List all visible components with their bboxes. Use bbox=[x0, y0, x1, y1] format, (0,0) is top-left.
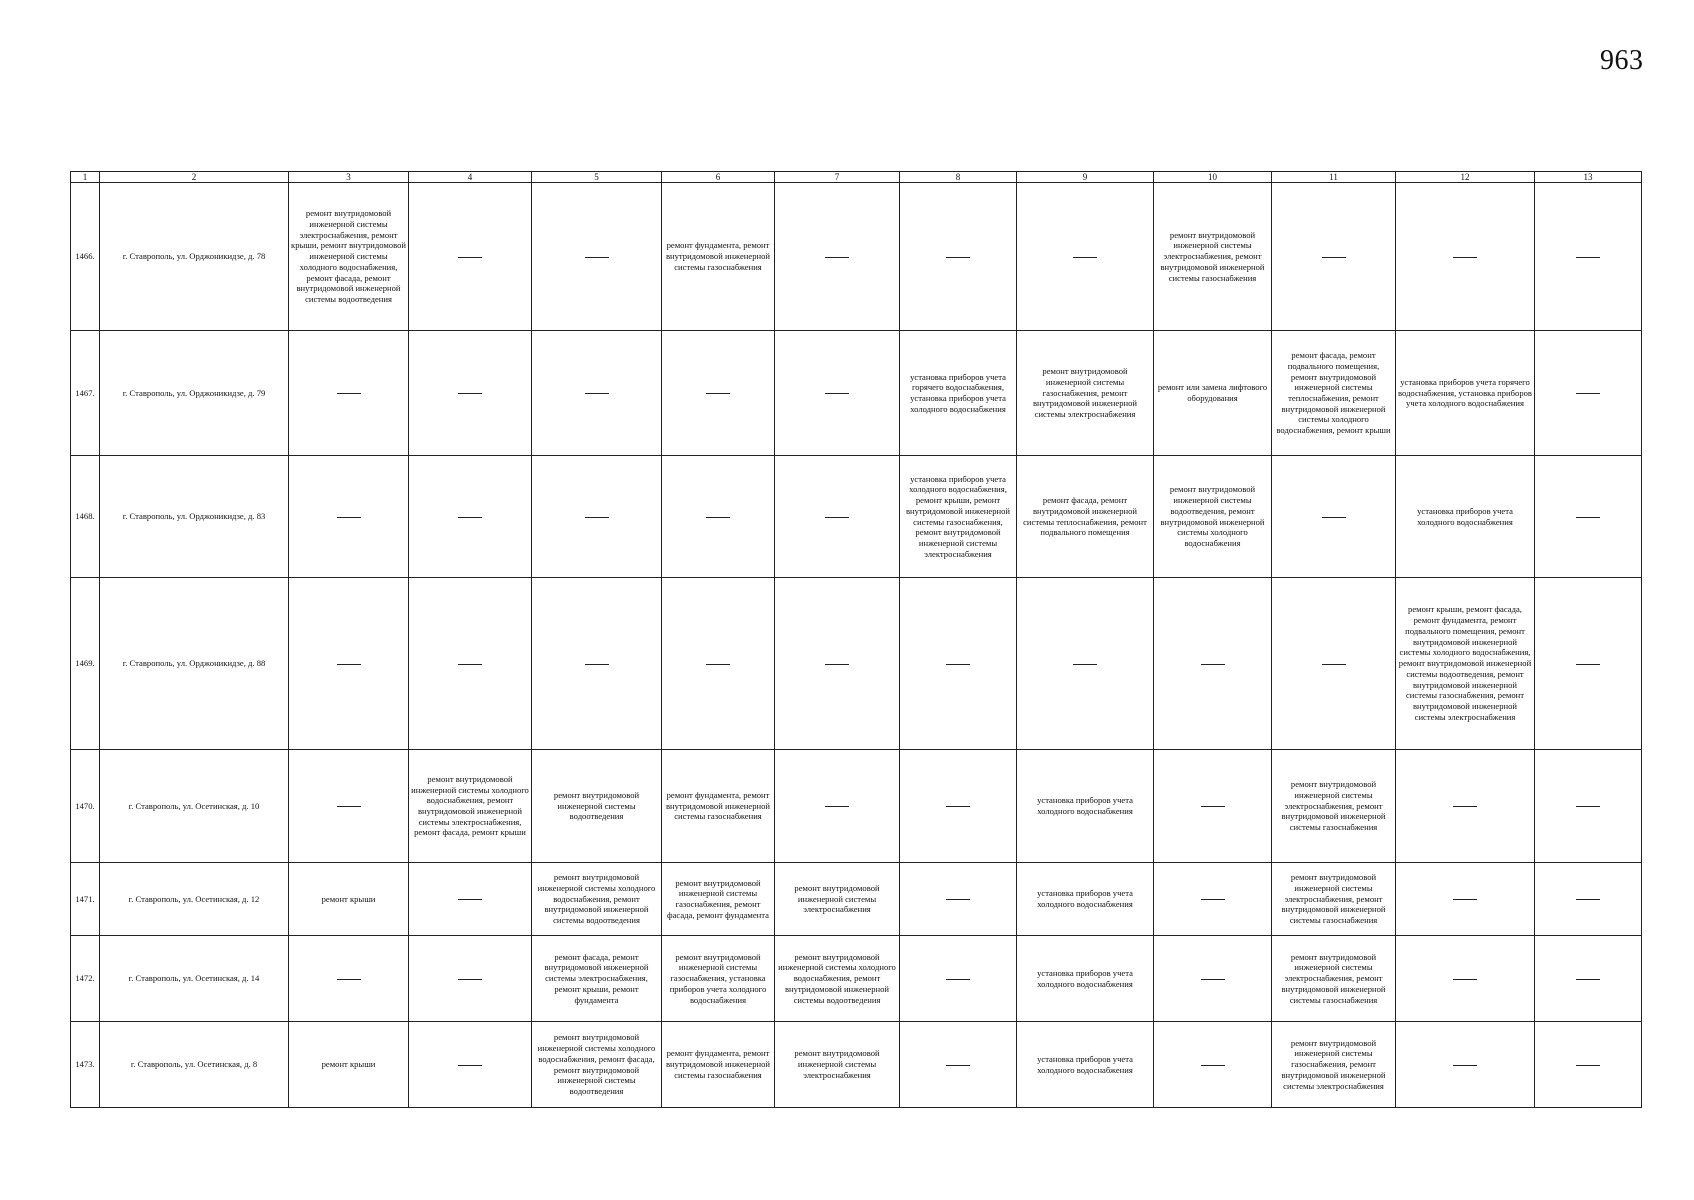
work-cell: ремонт фундамента, ремонт внутридомовой инженерной системы газоснабжения bbox=[662, 750, 775, 863]
work-cell: ремонт внутридомовой инженерной системы электроснабжения, ремонт крыши, ремонт внутридомовой инженерной системы холодного водоснабжения, ремонт фасада, ремонт внутридомовой инженерной системы водоотведения bbox=[289, 183, 409, 331]
work-cell: ремонт внутридомовой инженерной системы газоснабжения, ремонт фасада, ремонт фундамента bbox=[662, 863, 775, 936]
empty-cell bbox=[1396, 1022, 1535, 1108]
row-number: 1467. bbox=[71, 331, 100, 456]
empty-cell bbox=[900, 1022, 1017, 1108]
work-cell: установка приборов учета холодного водоснабжения bbox=[1017, 750, 1154, 863]
empty-cell bbox=[1396, 183, 1535, 331]
work-cell: ремонт внутридомовой инженерной системы электроснабжения, ремонт внутридомовой инженерной системы газоснабжения bbox=[1272, 863, 1396, 936]
address-cell: г. Ставрополь, ул. Осетинская, д. 12 bbox=[100, 863, 289, 936]
empty-cell bbox=[1535, 456, 1642, 578]
empty-cell bbox=[289, 750, 409, 863]
work-cell: ремонт внутридомовой инженерной системы газоснабжения, ремонт внутридомовой инженерной системы электроснабжения bbox=[1272, 1022, 1396, 1108]
empty-cell bbox=[1154, 750, 1272, 863]
empty-cell bbox=[409, 578, 532, 750]
empty-cell bbox=[775, 183, 900, 331]
table-row bbox=[71, 750, 1642, 863]
column-header: 9 bbox=[1017, 172, 1154, 183]
empty-cell bbox=[900, 863, 1017, 936]
page-number: 963 bbox=[1600, 45, 1644, 76]
work-cell: ремонт внутридомовой инженерной системы холодного водоснабжения, ремонт фасада, ремонт внутридомовой инженерной системы водоотведения bbox=[532, 1022, 662, 1108]
address-cell: г. Ставрополь, ул. Осетинская, д. 8 bbox=[100, 1022, 289, 1108]
work-cell: ремонт внутридомовой инженерной системы электроснабжения bbox=[775, 863, 900, 936]
empty-cell bbox=[662, 456, 775, 578]
empty-cell bbox=[1535, 863, 1642, 936]
dash-mark bbox=[1322, 257, 1346, 258]
empty-cell bbox=[1154, 578, 1272, 750]
empty-cell bbox=[289, 331, 409, 456]
work-cell: ремонт внутридомовой инженерной системы холодного водоснабжения, ремонт внутридомовой инженерной системы электроснабжения, ремонт фасада, ремонт крыши bbox=[409, 750, 532, 863]
column-number-row bbox=[71, 172, 1642, 183]
empty-cell bbox=[775, 578, 900, 750]
dash-mark bbox=[585, 393, 609, 394]
work-cell: установка приборов учета холодного водоснабжения bbox=[1396, 456, 1535, 578]
column-header: 6 bbox=[662, 172, 775, 183]
empty-cell bbox=[532, 183, 662, 331]
work-cell: установка приборов учета холодного водоснабжения, ремонт крыши, ремонт внутридомовой инженерной системы газоснабжения, ремонт внутридомовой инженерной системы электроснабжения bbox=[900, 456, 1017, 578]
address-cell: г. Ставрополь, ул. Осетинская, д. 14 bbox=[100, 936, 289, 1022]
work-cell: ремонт внутридомовой инженерной системы электроснабжения, ремонт внутридомовой инженерной системы газоснабжения bbox=[1272, 750, 1396, 863]
empty-cell bbox=[409, 863, 532, 936]
empty-cell bbox=[1017, 578, 1154, 750]
column-header: 3 bbox=[289, 172, 409, 183]
work-cell: ремонт фундамента, ремонт внутридомовой инженерной системы газоснабжения bbox=[662, 183, 775, 331]
dash-mark bbox=[585, 257, 609, 258]
empty-cell bbox=[1154, 863, 1272, 936]
dash-mark bbox=[706, 517, 730, 518]
empty-cell bbox=[409, 456, 532, 578]
work-cell: установка приборов учета холодного водоснабжения bbox=[1017, 1022, 1154, 1108]
empty-cell bbox=[900, 936, 1017, 1022]
dash-mark bbox=[946, 899, 970, 900]
empty-cell bbox=[532, 578, 662, 750]
dash-mark bbox=[946, 1065, 970, 1066]
dash-mark bbox=[1453, 979, 1477, 980]
dash-mark bbox=[825, 517, 849, 518]
column-header: 2 bbox=[100, 172, 289, 183]
dash-mark bbox=[825, 257, 849, 258]
dash-mark bbox=[946, 806, 970, 807]
column-header: 12 bbox=[1396, 172, 1535, 183]
work-cell: ремонт крыши bbox=[289, 863, 409, 936]
empty-cell bbox=[1154, 1022, 1272, 1108]
dash-mark bbox=[825, 806, 849, 807]
dash-mark bbox=[458, 517, 482, 518]
dash-mark bbox=[458, 899, 482, 900]
table-row bbox=[71, 456, 1642, 578]
empty-cell bbox=[1396, 863, 1535, 936]
dash-mark bbox=[1201, 979, 1225, 980]
row-number: 1466. bbox=[71, 183, 100, 331]
dash-mark bbox=[1576, 257, 1600, 258]
dash-mark bbox=[1201, 664, 1225, 665]
dash-mark bbox=[825, 664, 849, 665]
work-cell: ремонт внутридомовой инженерной системы газоснабжения, ремонт внутридомовой инженерной системы электроснабжения bbox=[1017, 331, 1154, 456]
row-number: 1471. bbox=[71, 863, 100, 936]
column-header: 13 bbox=[1535, 172, 1642, 183]
empty-cell bbox=[409, 331, 532, 456]
row-number: 1473. bbox=[71, 1022, 100, 1108]
dash-mark bbox=[337, 517, 361, 518]
empty-cell bbox=[409, 1022, 532, 1108]
dash-mark bbox=[337, 979, 361, 980]
dash-mark bbox=[585, 517, 609, 518]
column-header: 5 bbox=[532, 172, 662, 183]
dash-mark bbox=[1322, 664, 1346, 665]
empty-cell bbox=[662, 578, 775, 750]
dash-mark bbox=[946, 979, 970, 980]
empty-cell bbox=[409, 183, 532, 331]
address-cell: г. Ставрополь, ул. Осетинская, д. 10 bbox=[100, 750, 289, 863]
empty-cell bbox=[1535, 578, 1642, 750]
dash-mark bbox=[337, 393, 361, 394]
dash-mark bbox=[1576, 806, 1600, 807]
dash-mark bbox=[1576, 517, 1600, 518]
column-header: 1 bbox=[71, 172, 100, 183]
row-number: 1470. bbox=[71, 750, 100, 863]
empty-cell bbox=[1017, 183, 1154, 331]
dash-mark bbox=[1453, 806, 1477, 807]
address-cell: г. Ставрополь, ул. Орджоникидзе, д. 88 bbox=[100, 578, 289, 750]
dash-mark bbox=[1073, 257, 1097, 258]
dash-mark bbox=[1576, 1065, 1600, 1066]
repair-schedule-table bbox=[70, 171, 1642, 1108]
dash-mark bbox=[458, 1065, 482, 1066]
table-row bbox=[71, 863, 1642, 936]
dash-mark bbox=[1453, 1065, 1477, 1066]
work-cell: ремонт внутридомовой инженерной системы газоснабжения, установка приборов учета холодного водоснабжения bbox=[662, 936, 775, 1022]
empty-cell bbox=[1535, 1022, 1642, 1108]
dash-mark bbox=[706, 393, 730, 394]
dash-mark bbox=[458, 257, 482, 258]
dash-mark bbox=[1453, 257, 1477, 258]
table-row bbox=[71, 578, 1642, 750]
column-header: 4 bbox=[409, 172, 532, 183]
dash-mark bbox=[458, 979, 482, 980]
address-cell: г. Ставрополь, ул. Орджоникидзе, д. 78 bbox=[100, 183, 289, 331]
work-cell: ремонт или замена лифтового оборудования bbox=[1154, 331, 1272, 456]
work-cell: ремонт внутридомовой инженерной системы водоотведения bbox=[532, 750, 662, 863]
empty-cell bbox=[775, 331, 900, 456]
column-header: 11 bbox=[1272, 172, 1396, 183]
dash-mark bbox=[706, 664, 730, 665]
empty-cell bbox=[1396, 936, 1535, 1022]
dash-mark bbox=[1201, 1065, 1225, 1066]
empty-cell bbox=[900, 750, 1017, 863]
dash-mark bbox=[458, 393, 482, 394]
empty-cell bbox=[289, 578, 409, 750]
table-row bbox=[71, 183, 1642, 331]
empty-cell bbox=[532, 331, 662, 456]
work-cell: установка приборов учета горячего водоснабжения, установка приборов учета холодного водоснабжения bbox=[1396, 331, 1535, 456]
empty-cell bbox=[1396, 750, 1535, 863]
column-header: 10 bbox=[1154, 172, 1272, 183]
dash-mark bbox=[1576, 664, 1600, 665]
empty-cell bbox=[1272, 578, 1396, 750]
work-cell: ремонт внутридомовой инженерной системы водоотведения, ремонт внутридомовой инженерной системы холодного водоснабжения bbox=[1154, 456, 1272, 578]
dash-mark bbox=[337, 806, 361, 807]
dash-mark bbox=[1576, 899, 1600, 900]
work-cell: ремонт внутридомовой инженерной системы электроснабжения, ремонт внутридомовой инженерной системы газоснабжения bbox=[1272, 936, 1396, 1022]
address-cell: г. Ставрополь, ул. Орджоникидзе, д. 79 bbox=[100, 331, 289, 456]
dash-mark bbox=[946, 664, 970, 665]
dash-mark bbox=[1322, 517, 1346, 518]
empty-cell bbox=[1535, 936, 1642, 1022]
work-cell: ремонт внутридомовой инженерной системы холодного водоснабжения, ремонт внутридомовой инженерной системы водоотведения bbox=[532, 863, 662, 936]
work-cell: ремонт фасада, ремонт внутридомовой инженерной системы теплоснабжения, ремонт подвального помещения bbox=[1017, 456, 1154, 578]
empty-cell bbox=[900, 578, 1017, 750]
empty-cell bbox=[662, 331, 775, 456]
empty-cell bbox=[532, 456, 662, 578]
work-cell: ремонт крыши bbox=[289, 1022, 409, 1108]
row-number: 1469. bbox=[71, 578, 100, 750]
empty-cell bbox=[775, 456, 900, 578]
empty-cell bbox=[409, 936, 532, 1022]
dash-mark bbox=[337, 664, 361, 665]
column-header: 8 bbox=[900, 172, 1017, 183]
table-row bbox=[71, 936, 1642, 1022]
empty-cell bbox=[1272, 456, 1396, 578]
work-cell: ремонт внутридомовой инженерной системы электроснабжения bbox=[775, 1022, 900, 1108]
dash-mark bbox=[1201, 806, 1225, 807]
work-cell: установка приборов учета холодного водоснабжения bbox=[1017, 936, 1154, 1022]
empty-cell bbox=[1535, 331, 1642, 456]
dash-mark bbox=[1576, 979, 1600, 980]
work-cell: ремонт внутридомовой инженерной системы холодного водоснабжения, ремонт внутридомовой инженерной системы водоотведения bbox=[775, 936, 900, 1022]
dash-mark bbox=[1576, 393, 1600, 394]
dash-mark bbox=[585, 664, 609, 665]
empty-cell bbox=[1272, 183, 1396, 331]
work-cell: ремонт фасада, ремонт подвального помещения, ремонт внутридомовой инженерной системы теплоснабжения, ремонт внутридомовой инженерной системы холодного водоснабжения, ремонт крыши bbox=[1272, 331, 1396, 456]
dash-mark bbox=[946, 257, 970, 258]
empty-cell bbox=[1535, 750, 1642, 863]
row-number: 1472. bbox=[71, 936, 100, 1022]
work-cell: ремонт внутридомовой инженерной системы электроснабжения, ремонт внутридомовой инженерной системы газоснабжения bbox=[1154, 183, 1272, 331]
work-cell: ремонт крыши, ремонт фасада, ремонт фундамента, ремонт подвального помещения, ремонт внутридомовой инженерной системы холодного водоснабжения, ремонт внутридомовой инженерной системы водоотведения, ремонт внутридомовой инженерной системы газоснабжения, ремонт внутридомовой инженерной системы электроснабжения bbox=[1396, 578, 1535, 750]
dash-mark bbox=[1453, 899, 1477, 900]
table-row bbox=[71, 1022, 1642, 1108]
row-number: 1468. bbox=[71, 456, 100, 578]
dash-mark bbox=[458, 664, 482, 665]
empty-cell bbox=[775, 750, 900, 863]
column-header: 7 bbox=[775, 172, 900, 183]
empty-cell bbox=[289, 936, 409, 1022]
dash-mark bbox=[1201, 899, 1225, 900]
table-row bbox=[71, 331, 1642, 456]
work-cell: ремонт фасада, ремонт внутридомовой инженерной системы электроснабжения, ремонт крыши, ремонт фундамента bbox=[532, 936, 662, 1022]
work-cell: установка приборов учета горячего водоснабжения, установка приборов учета холодного водоснабжения bbox=[900, 331, 1017, 456]
empty-cell bbox=[1535, 183, 1642, 331]
empty-cell bbox=[1154, 936, 1272, 1022]
empty-cell bbox=[900, 183, 1017, 331]
empty-cell bbox=[289, 456, 409, 578]
dash-mark bbox=[825, 393, 849, 394]
work-cell: установка приборов учета холодного водоснабжения bbox=[1017, 863, 1154, 936]
address-cell: г. Ставрополь, ул. Орджоникидзе, д. 83 bbox=[100, 456, 289, 578]
dash-mark bbox=[1073, 664, 1097, 665]
work-cell: ремонт фундамента, ремонт внутридомовой инженерной системы газоснабжения bbox=[662, 1022, 775, 1108]
